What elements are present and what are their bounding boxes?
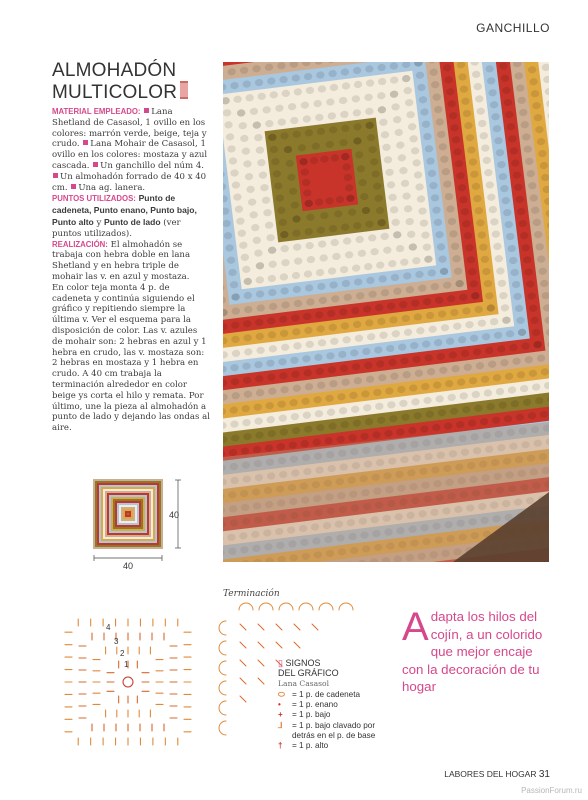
bullet-square-icon <box>83 140 88 145</box>
yarn-round <box>311 164 342 195</box>
round-number: 4 <box>106 623 111 632</box>
bullet-square-icon <box>71 184 76 189</box>
legend-row: † = 1 p. alto <box>278 741 329 751</box>
realizacion-heading: REALIZACIÓN: <box>52 239 108 249</box>
stitch-symbol <box>240 696 246 702</box>
edge-stitch <box>299 603 313 610</box>
height-dimension: 40 <box>169 510 180 520</box>
edge-stitch <box>239 603 253 610</box>
edge-stitch <box>219 681 226 695</box>
magazine-name: LABORES DEL HOGAR <box>444 769 537 779</box>
double-crochet-icon: † <box>278 741 283 751</box>
stitch-symbol <box>294 624 300 630</box>
starting-ring <box>123 677 133 687</box>
material-paragraph: MATERIAL EMPLEADO: Lana Shetland de Casasol, 1 ovillo en los colores: marrón verde, beige, teja y crudo. Lana Mohair de Casasol, 1 ovillo en los colores: mostaza y azul cascada. Un ganchillo del núm 4. Un almohadón forrado de 40 x 40 cm. Una ag. lanera. <box>52 107 208 193</box>
quote-text: dapta los hilos del cojín, a un colorido que mejor encaje con la decoración de tu hogar <box>402 609 543 694</box>
stitch-symbol <box>240 624 246 630</box>
section-label: GANCHILLO <box>476 21 550 35</box>
bullet-square-icon <box>53 173 58 178</box>
chain-stitch-icon: ⬭ <box>278 689 285 699</box>
realizacion-paragraph-2: En color teja monta 4 p. de cadeneta y continúa siguiendo el gráfico y repitiendo siempre la última v. Ver el esquema para la disposición de color. Las v. azules de mohair son: 2 hebras en azul y 1 hebra en crudo, las v. mostaza son: 2 hebras en mostaza y 1 hebra en crudo. A 40 cm trabaja la terminación alrededor en color beige ys corta el hilo y remata. Por último, une la pieza al almohadón a punto de lado y dejando las ondas al aire. <box>52 282 210 434</box>
bullet-square-icon <box>93 162 98 167</box>
legend-subtitle: Lana Casasol <box>278 678 330 688</box>
crochet-cushion-photo <box>223 62 549 562</box>
stitch-symbol <box>276 642 282 648</box>
article-body <box>52 107 210 434</box>
round-number: 1 <box>124 660 129 669</box>
stitch-symbol <box>240 678 246 684</box>
stitch-symbol <box>258 624 264 630</box>
stitch-symbol <box>276 624 282 630</box>
realizacion-paragraph: REALIZACIÓN: El almohadón se trabaja con hebra doble en lana Shetland y en hebra triple de mohair las v. en azul y mostaza. <box>52 239 191 282</box>
edge-stitch <box>219 621 226 635</box>
quote-initial: A <box>402 605 429 649</box>
page-footer <box>444 769 550 780</box>
legend-title-2: DEL GRÁFICO <box>278 668 339 679</box>
spool-icon <box>180 81 188 99</box>
schematic-ring <box>126 512 130 516</box>
pull-quote <box>402 605 552 696</box>
slip-stitch-icon: • <box>278 700 281 710</box>
edge-stitch <box>259 603 273 610</box>
legend-row: • = 1 p. enano <box>278 700 338 710</box>
terminacion-label: Terminación <box>223 589 280 599</box>
size-schematic <box>92 478 192 574</box>
stitch-symbol <box>258 642 264 648</box>
edge-stitch <box>219 661 226 675</box>
legend-row: ⅃ = 1 p. bajo clavado por detrás en el p. de base <box>278 720 376 741</box>
edge-stitch <box>339 603 353 610</box>
chart-legend <box>278 658 393 752</box>
page-number: 31 <box>538 769 550 780</box>
watermark: PassionForum.ru <box>521 786 582 795</box>
title-line-1: ALMOHADÓN <box>52 60 177 81</box>
stitch-symbol <box>258 678 264 684</box>
stitch-symbol <box>294 642 300 648</box>
material-heading: MATERIAL EMPLEADO: <box>52 107 141 116</box>
stitch-symbol <box>240 642 246 648</box>
round-number: 3 <box>114 637 119 646</box>
edge-stitch <box>279 603 293 610</box>
stitch-symbol <box>258 660 264 666</box>
edge-stitch <box>219 701 226 715</box>
single-crochet-icon: + <box>278 710 283 720</box>
spool-icon: ▯ <box>278 658 286 668</box>
crochet-chart <box>62 612 194 752</box>
puntos-heading: PUNTOS UTILIZADOS: <box>52 194 136 204</box>
back-loop-single-icon: ⅃ <box>278 720 283 730</box>
width-dimension: 40 <box>123 561 134 571</box>
edge-stitch <box>219 721 226 735</box>
legend-row: + = 1 p. bajo <box>278 710 331 720</box>
legend-title: ▯ SIGNOS <box>278 658 321 668</box>
edge-stitch <box>319 603 333 610</box>
stitch-symbol <box>312 624 318 630</box>
title-line-2: MULTICOLOR <box>52 81 222 103</box>
stitch-symbol <box>240 660 246 666</box>
legend-row: ⬭ = 1 p. de cadeneta <box>278 689 361 699</box>
round-number: 2 <box>120 649 125 658</box>
puntos-paragraph: PUNTOS UTILIZADOS: Punto de cadeneta, Punto enano, Punto bajo, Punto alto y Punto de lado (ver puntos utilizados). <box>52 193 197 239</box>
article-title <box>52 60 222 103</box>
edge-stitch <box>219 641 226 655</box>
bullet-square-icon <box>144 108 149 113</box>
